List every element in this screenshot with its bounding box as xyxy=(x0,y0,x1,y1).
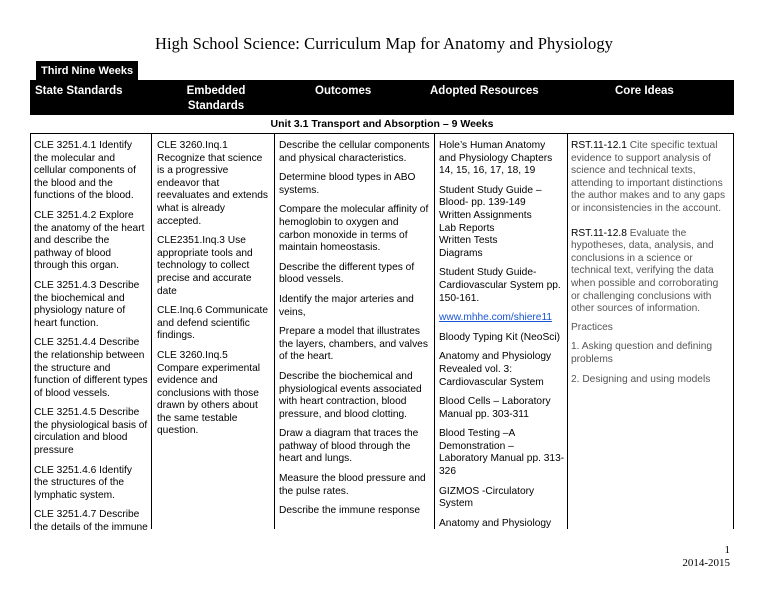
list-item: Anatomy and Physiology xyxy=(439,517,552,529)
list-item: Bloody Typing Kit (NeoSci) xyxy=(439,331,560,343)
list-item: CLE 3251.4.4 Describe the relationship between the structure and function of different types of blood vessels. xyxy=(34,337,148,399)
list-item: Written Assignments xyxy=(439,209,532,221)
resources-column xyxy=(439,140,565,537)
list-item: Hole’s Human Anatomy and Physiology Chapters 14, 15, 16, 17, 18, 19 xyxy=(439,140,553,177)
list-item: CLE 3251.4.6 Identify the structures of the lymphatic system. xyxy=(34,464,132,501)
list-item: Draw a diagram that traces the pathway of blood through the heart and lungs. xyxy=(279,428,419,465)
list-item: Student Study Guide- Cardiovascular System pp. 150-161. xyxy=(439,267,561,304)
school-year: 2014-2015 xyxy=(682,556,730,569)
list-item: CLE 3260.Inq.1 Recognize that science is a progressive endeavor that reevaluates and extends what is already accepted. xyxy=(157,140,269,227)
list-item: Anatomy and Physiology Revealed vol. 3: Cardiovascular System xyxy=(439,351,552,388)
page-title: High School Science: Curriculum Map for Anatomy and Physiology xyxy=(154,34,614,53)
resource-link[interactable]: www.mhhe.com/shiere11 xyxy=(439,312,553,324)
outcomes-column xyxy=(279,140,431,525)
list-item: Describe the cellular components and physical characteristics. xyxy=(279,140,430,164)
list-item: CLE 3251.4.7 Describe the details of the immune xyxy=(34,509,148,534)
unit-heading: Unit 3.1 Transport and Absorption – 9 Weeks xyxy=(30,115,734,134)
list-item: Describe the different types of blood vessels. xyxy=(279,261,415,286)
page-footer xyxy=(682,544,730,569)
embedded-standards-column xyxy=(157,140,271,445)
header-state-standards: State Standards xyxy=(35,85,123,97)
practices-label: Practices xyxy=(571,321,613,333)
list-item: CLE2351.Inq.3 Use appropriate tools and technology to collect precise and accurate date xyxy=(157,235,253,297)
list-item: Lab Reports xyxy=(439,222,495,234)
curriculum-table xyxy=(30,133,734,534)
quarter-badge: Third Nine Weeks xyxy=(36,61,138,81)
core-ideas-column xyxy=(571,140,729,393)
list-item: Blood Testing –A Demonstration – Laboratory Manual pp. 313-326 xyxy=(439,428,565,478)
list-item: Prepare a model that illustrates the layers, chambers, and valves of the heart. xyxy=(279,326,428,363)
list-item: Describe the biochemical and physiological events associated with heart contraction, blood pressure, and blood clotting. xyxy=(279,370,422,420)
list-item: Diagrams xyxy=(439,247,483,259)
list-item: CLE 3251.4.2 Explore the anatomy of the heart and describe the pathway of blood through this organ. xyxy=(34,209,145,272)
page-number: 1 xyxy=(724,544,730,556)
list-item: CLE 3251.4.3 Describe the biochemical and physiology nature of heart function. xyxy=(34,279,140,329)
list-item: CLE 3260.Inq.5 Compare experimental evidence and conclusions with those drawn by others about the same testable question. xyxy=(157,349,261,437)
core-idea-rst1: RST.11-12.1 Cite specific textual evidence to support analysis of science and technical texts, attending to important distinctions the author makes and to any gaps or inconsistencies in the account. xyxy=(571,140,726,214)
header-adopted-resources: Adopted Resources xyxy=(430,85,539,97)
list-item: Compare the molecular affinity of hemoglobin to oxygen and carbon monoxide in terms of maintain homeostasis. xyxy=(279,204,429,254)
list-item: CLE 3251.4.1 Identify the molecular and cellular components of the blood and the functions of the blood. xyxy=(34,140,136,202)
state-standards-column xyxy=(34,140,148,542)
list-item: GIZMOS -Circulatory System xyxy=(439,485,535,510)
practice-item: 1. Asking question and defining problems xyxy=(571,341,713,365)
list-item: Student Study Guide – Blood- pp. 139-149 xyxy=(439,184,542,209)
core-idea-rst8: RST.11-12.8 Evaluate the hypotheses, data, analysis, and conclusions in a science or technical text, verifying the data when possible and corroborating or challenging conclusions with other sources of information. xyxy=(571,227,719,315)
list-item: Blood Cells – Laboratory Manual pp. 303-311 xyxy=(439,396,551,420)
list-item: CLE.Inq.6 Communicate and defend scientific findings. xyxy=(157,305,268,342)
list-item: Written Tests xyxy=(439,235,498,247)
header-core-ideas: Core Ideas xyxy=(615,85,674,97)
list-item: Describe the immune response xyxy=(279,505,420,517)
list-item: Identify the major arteries and veins, xyxy=(279,293,414,318)
list-item: Measure the blood pressure and the pulse rates. xyxy=(279,473,426,497)
list-item: Determine blood types in ABO systems. xyxy=(279,172,416,196)
practice-item: 2. Designing and using models xyxy=(571,373,711,385)
table-header xyxy=(30,80,734,115)
header-embedded-standards: Embedded Standards xyxy=(186,85,246,112)
header-outcomes: Outcomes xyxy=(315,85,372,97)
list-item: CLE 3251.4.5 Describe the physiological basis of circulation and blood pressure xyxy=(34,407,148,457)
